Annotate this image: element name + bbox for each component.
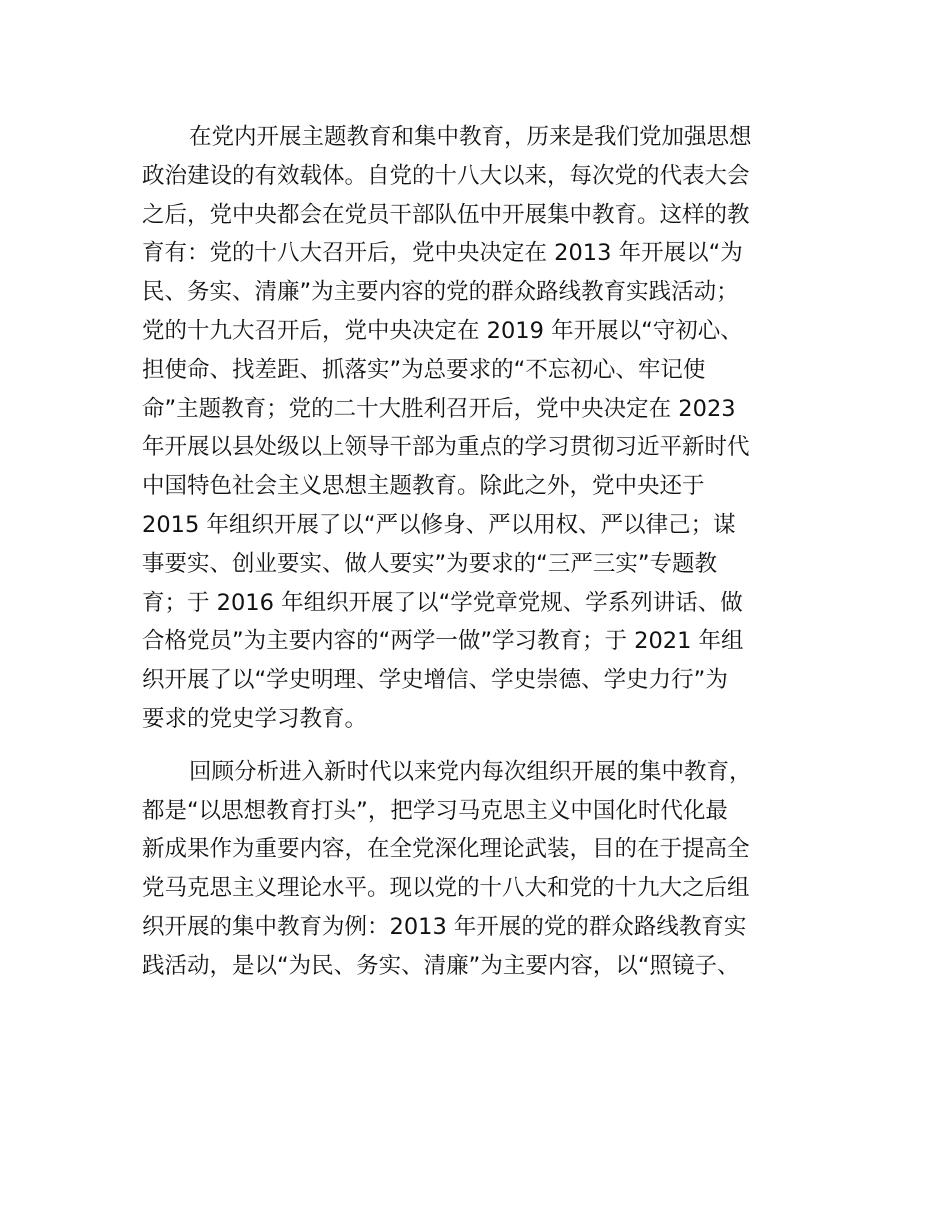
text-line: 要求的党史学习教育。	[142, 705, 368, 732]
text-line: 党马克思主义理论水平。现以党的十八大和党的十九大之后组	[142, 875, 750, 902]
paragraph-spacer	[142, 739, 810, 753]
text-line: 合格党员”为主要内容的“两学一做”学习教育；于 2021 年组	[142, 628, 744, 655]
paragraph-2	[142, 753, 810, 986]
text-line: 之后，党中央都会在党员干部队伍中开展集中教育。这样的教	[142, 201, 750, 228]
text-line: 命”主题教育；党的二十大胜利召开后，党中央决定在 2023	[142, 395, 736, 422]
text-line: 织开展的集中教育为例：2013 年开展的党的群众路线教育实	[142, 913, 747, 940]
text-line: 年开展以县处级以上领导干部为重点的学习贯彻习近平新时代	[142, 434, 750, 461]
text-line: 民、务实、清廉”为主要内容的党的群众路线教育实践活动；	[142, 279, 739, 306]
text-line: 都是“以思想教育打头”，把学习马克思主义中国化时代化最	[142, 797, 728, 824]
text-line: 育有：党的十八大召开后，党中央决定在 2013 年开展以“为	[142, 240, 743, 267]
text-line: 2015 年组织开展了以“严以修身、严以用权、严以律己；谋	[142, 511, 736, 538]
paragraph-1	[142, 118, 810, 739]
text-line: 织开展了以“学史明理、学史增信、学史崇德、学史力行”为	[142, 667, 728, 694]
text-line: 育；于 2016 年组织开展了以“学党章党规、学系列讲话、做	[142, 589, 743, 616]
text-line: 新成果作为重要内容，在全党深化理论武装，目的在于提高全	[142, 836, 750, 863]
text-line: 在党内开展主题教育和集中教育，历来是我们党加强思想	[189, 124, 752, 150]
text-line: 党的十九大召开后，党中央决定在 2019 年开展以“守初心、	[142, 317, 743, 344]
text-line: 事要实、创业要实、做人要实”为要求的“三严三实”专题教	[142, 550, 717, 577]
text-line: 中国特色社会主义思想主题教育。除此之外，党中央还于	[142, 473, 705, 500]
text-line: 践活动，是以“为民、务实、清廉”为主要内容，以“照镜子、	[142, 952, 740, 979]
text-line: 担使命、找差距、抓落实”为总要求的“不忘初心、牢记使	[142, 356, 706, 383]
text-line: 政治建设的有效载体。自党的十八大以来，每次党的代表大会	[142, 162, 750, 189]
text-line: 回顾分析进入新时代以来党内每次组织开展的集中教育，	[189, 758, 752, 785]
document-body	[142, 118, 810, 986]
